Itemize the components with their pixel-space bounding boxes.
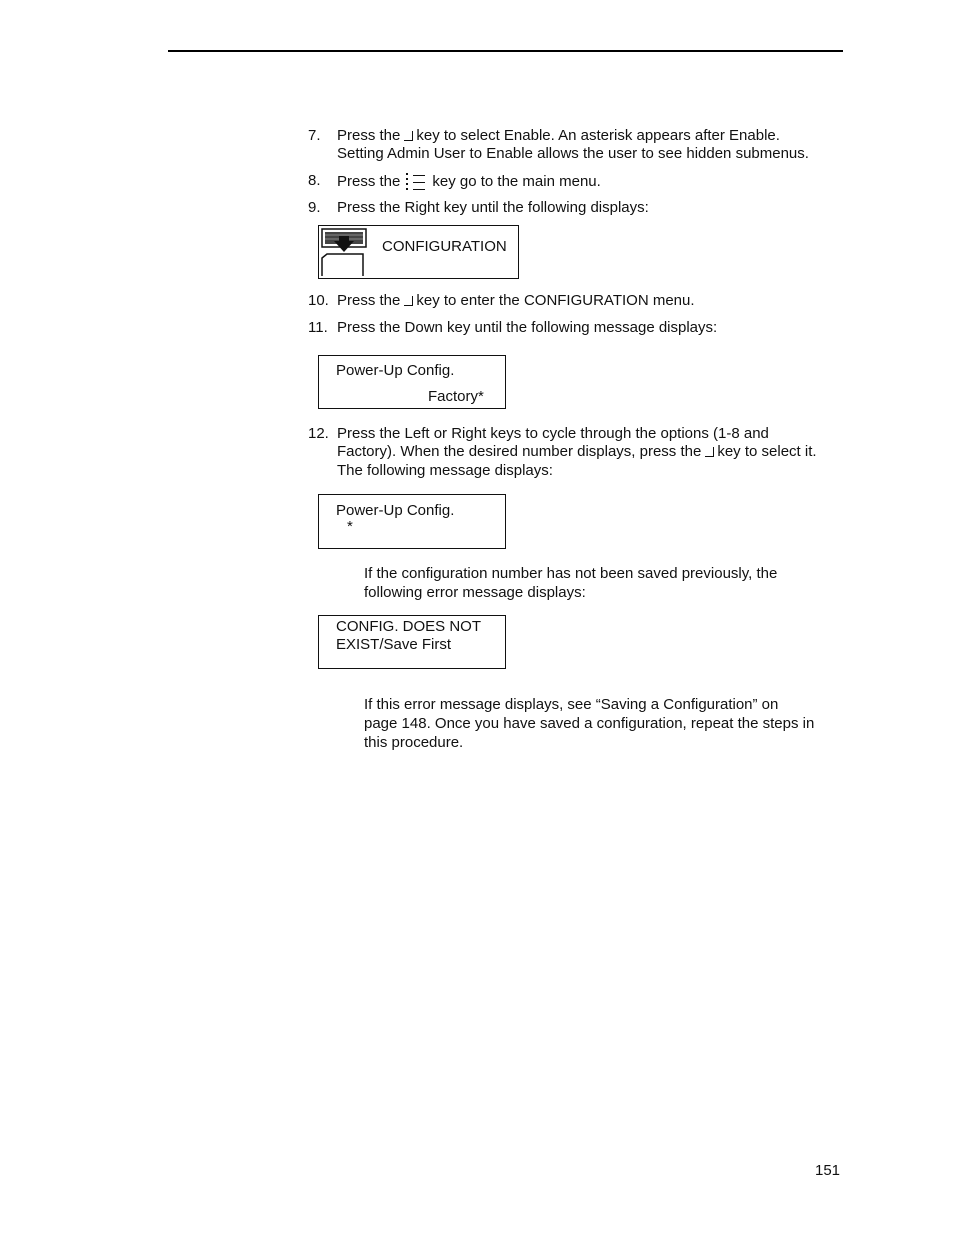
menu-key-icon xyxy=(406,172,426,192)
header-rule xyxy=(168,50,843,52)
step-12-number: 12. xyxy=(308,425,329,442)
note-2-line-2: page 148. Once you have saved a configuration, repeat the steps in xyxy=(364,715,815,732)
enter-key-icon xyxy=(404,296,413,306)
step-8-line xyxy=(337,172,601,192)
step-10-number: 10. xyxy=(308,292,329,309)
powerup-star-display xyxy=(318,494,506,549)
step-12-line-3: The following message displays: xyxy=(337,462,553,479)
step-10-line xyxy=(337,292,695,310)
step-12-line-1: Press the Left or Right keys to cycle through the options (1-8 and xyxy=(337,425,769,442)
configuration-display xyxy=(318,225,519,279)
configuration-label: CONFIGURATION xyxy=(382,238,507,255)
page-number: 151 xyxy=(815,1162,841,1179)
powerup-factory-display xyxy=(318,355,506,409)
step-7-text-b: key to select Enable. An asterisk appears after Enable. xyxy=(416,127,780,144)
step-10-text-b: key to enter the CONFIGURATION menu. xyxy=(416,292,695,309)
step-7-line-1 xyxy=(337,127,780,145)
configuration-folder-icon xyxy=(321,228,367,276)
note-1-line-2: following error message displays: xyxy=(364,584,586,601)
step-7-text-a: Press the xyxy=(337,127,401,144)
step-8-number: 8. xyxy=(308,172,321,189)
step-7-line-2: Setting Admin User to Enable allows the user to see hidden submenus. xyxy=(337,145,809,162)
step-7-number: 7. xyxy=(308,127,321,144)
error-line-2: EXIST/Save First xyxy=(336,636,452,653)
step-11-number: 11. xyxy=(308,319,328,336)
step-9-text: Press the Right key until the following displays: xyxy=(337,199,649,216)
note-2-line-3: this procedure. xyxy=(364,734,464,751)
powerup-factory-line-2: Factory* xyxy=(428,388,484,405)
error-line-1: CONFIG. DOES NOT xyxy=(336,618,482,635)
step-12-text-a: Factory). When the desired number displays, press the xyxy=(337,443,702,460)
enter-key-icon xyxy=(404,131,413,141)
powerup-factory-line-1: Power-Up Config. xyxy=(336,362,455,379)
step-8-text-a: Press the xyxy=(337,173,401,190)
step-10-text-a: Press the xyxy=(337,292,401,309)
step-8-text-b: key go to the main menu. xyxy=(432,173,601,190)
step-9-number: 9. xyxy=(308,199,321,216)
step-11-text: Press the Down key until the following message displays: xyxy=(337,319,718,336)
step-12-line-2 xyxy=(337,443,817,461)
note-1-line-1: If the configuration number has not been saved previously, the xyxy=(364,565,778,582)
step-12-text-b: key to select it. xyxy=(717,443,817,460)
error-display xyxy=(318,615,506,669)
enter-key-icon xyxy=(705,447,714,457)
note-2-line-1: If this error message displays, see “Saving a Configuration” on xyxy=(364,696,779,713)
powerup-star-line-1: Power-Up Config. xyxy=(336,502,455,519)
powerup-star-line-2: * xyxy=(347,518,353,535)
